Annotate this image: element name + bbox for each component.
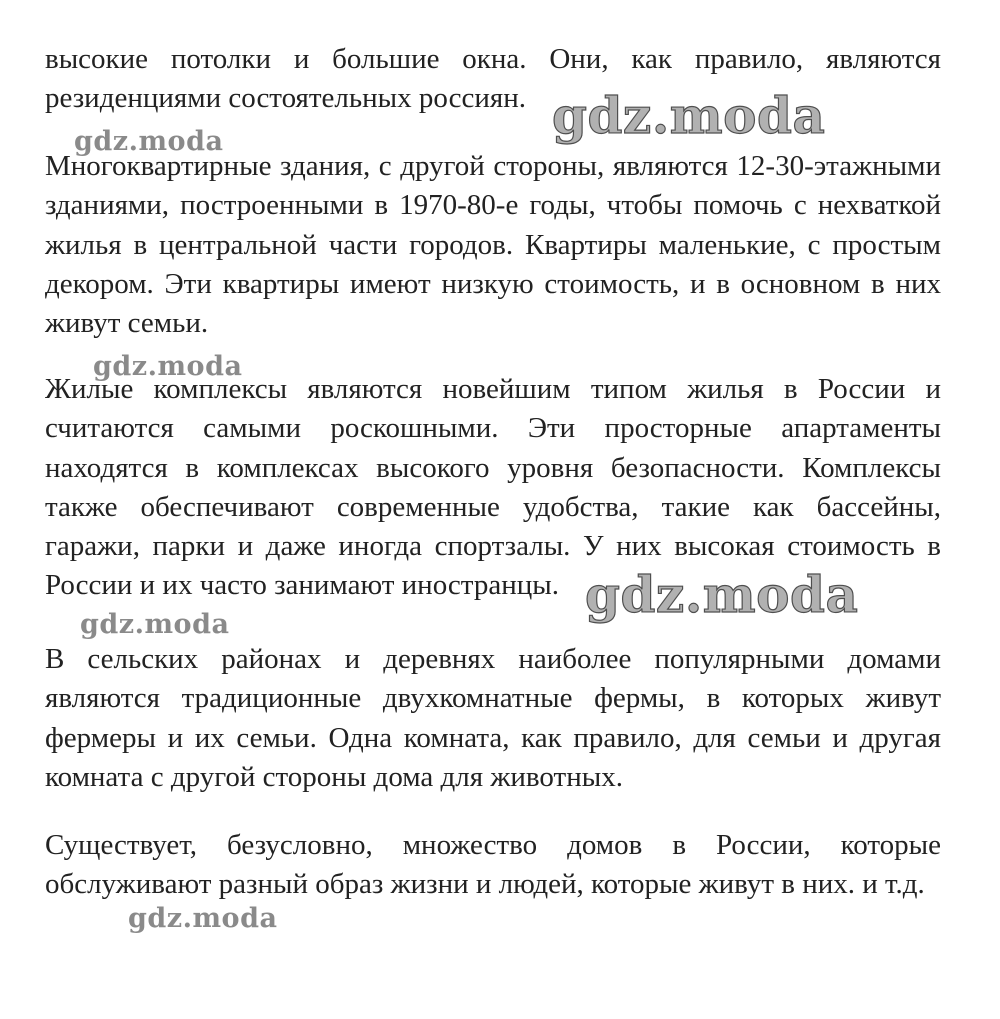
paragraph-2: Многоквартирные здания, с другой стороны, являются 12-30-этажными зданиями, построенными в 1970-80-е годы, чтобы помочь с нехваткой жилья в центральной части городов. Квартиры маленькие, с простым декором. Эти квартиры имеют низкую стоимость, и в основном в них живут семьи. — [45, 150, 941, 340]
watermark-logo: gdz.moda — [80, 609, 230, 640]
paragraph-5: Существует, безусловно, множество домов в России, которые обслуживают разный образ жизни и людей, которые живут в них. и т.д. — [45, 829, 941, 901]
watermark-logo: gdz.moda — [74, 126, 224, 157]
watermark-logo: gdz.moda — [93, 351, 243, 382]
watermark-logo: gdz.moda — [585, 565, 859, 624]
watermark-logo: gdz.moda — [552, 86, 826, 145]
paragraph-3: Жилые комплексы являются новейшим типом жилья в России и считаются самыми роскошными. Эти просторные апартаменты находятся в комплексах высокого уровня безопасности. Комплексы также обеспечивают современные удобства, такие как бассейны, гаражи, парки и даже иногда спортзалы. У них высокая стоимость в России и их часто занимают иностранцы. — [45, 373, 941, 602]
watermark-logo: gdz.moda — [128, 903, 278, 934]
paragraph-4: В сельских районах и деревнях наиболее популярными домами являются традиционные двухкомнатные фермы, в которых живут фермеры и их семьи. Одна комната, как правило, для семьи и другая комната с другой стороны дома для животных. — [45, 643, 941, 793]
paragraph-1: высокие потолки и большие окна. Они, как правило, являются резиденциями состоятельных россиян. — [45, 43, 941, 115]
